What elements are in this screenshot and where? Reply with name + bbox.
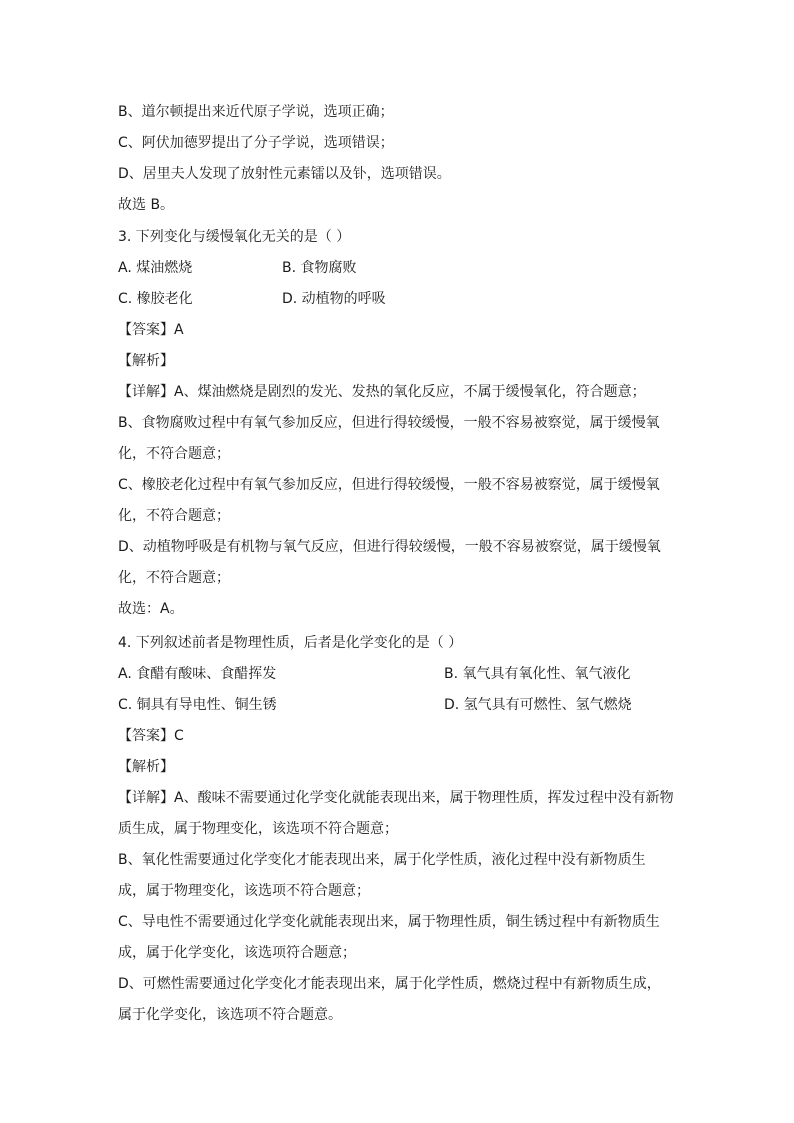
q4-detail-line: C、导电性不需要通过化学变化就能表现出来，属于物理性质，铜生锈过程中有新物质生 [118,914,660,930]
q4-option-a: A. 食醋有酸味、食醋挥发 [118,666,277,682]
q3-option-b: B. 食物腐败 [282,260,357,276]
q3-detail-line: C、橡胶老化过程中有氧气参加反应，但进行得较缓慢，一般不容易被察觉，属于缓慢氧 [118,477,660,493]
q4-detail-line: 成，属于化学变化，该选项符合题意； [118,945,356,961]
q3-option-a: A. 煤油燃烧 [118,260,193,276]
q4-detail-line: 成，属于物理变化，该选项不符合题意； [118,883,370,899]
q3-detail-line: 【详解】A、煤油燃烧是剧烈的发光、发热的氧化反应，不属于缓慢氧化，符合题意； [118,384,646,400]
q3-option-c: C. 橡胶老化 [118,291,193,307]
q4-analysis-label: 【解析】 [118,759,174,775]
text-line: C、阿伏加德罗提出了分子学说，选项错误； [118,135,394,151]
q3-detail-line: 故选：A。 [118,601,184,617]
q3-analysis-label: 【解析】 [118,353,174,369]
q4-detail-line: 【详解】A、酸味不需要通过化学变化就能表现出来，属于物理性质，挥发过程中没有新物 [118,790,674,806]
text-line: D、居里夫人发现了放射性元素镭以及钋，选项错误。 [118,166,451,182]
q4-detail-line: B、氧化性需要通过化学变化才能表现出来，属于化学性质，液化过程中没有新物质生 [118,852,646,868]
q3-detail-line: B、食物腐败过程中有氧气参加反应，但进行得较缓慢，一般不容易被察觉，属于缓慢氧 [118,415,660,431]
q4-option-b: B. 氧气具有氧化性、氧气液化 [444,666,631,682]
q3-detail-line: 化，不符合题意； [118,570,230,586]
q4-detail-line: D、可燃性需要通过化学变化才能表现出来，属于化学性质，燃烧过程中有新物质生成， [118,976,661,992]
q3-answer: 【答案】A [118,322,184,338]
question-3-stem: 3. 下列变化与缓慢氧化无关的是（ ） [118,229,351,245]
q3-detail-line: 化，不符合题意； [118,508,230,524]
q4-option-d: D. 氢气具有可燃性、氢气燃烧 [444,697,632,713]
question-4-stem: 4. 下列叙述前者是物理性质，后者是化学变化的是（ ） [118,635,463,651]
text-line: B、道尔顿提出来近代原子学说，选项正确； [118,104,394,120]
q4-option-c: C. 铜具有导电性、铜生锈 [118,697,277,713]
q4-detail-line: 质生成，属于物理变化，该选项不符合题意； [118,821,398,837]
q3-detail-line: D、动植物呼吸是有机物与氧气反应，但进行得较缓慢，一般不容易被察觉，属于缓慢氧 [118,539,661,555]
q4-answer: 【答案】C [118,728,184,744]
text-line: 故选 B。 [118,197,175,213]
q3-detail-line: 化，不符合题意； [118,446,230,462]
q3-option-d: D. 动植物的呼吸 [282,291,386,307]
q4-detail-line: 属于化学变化，该选项不符合题意。 [118,1007,342,1023]
